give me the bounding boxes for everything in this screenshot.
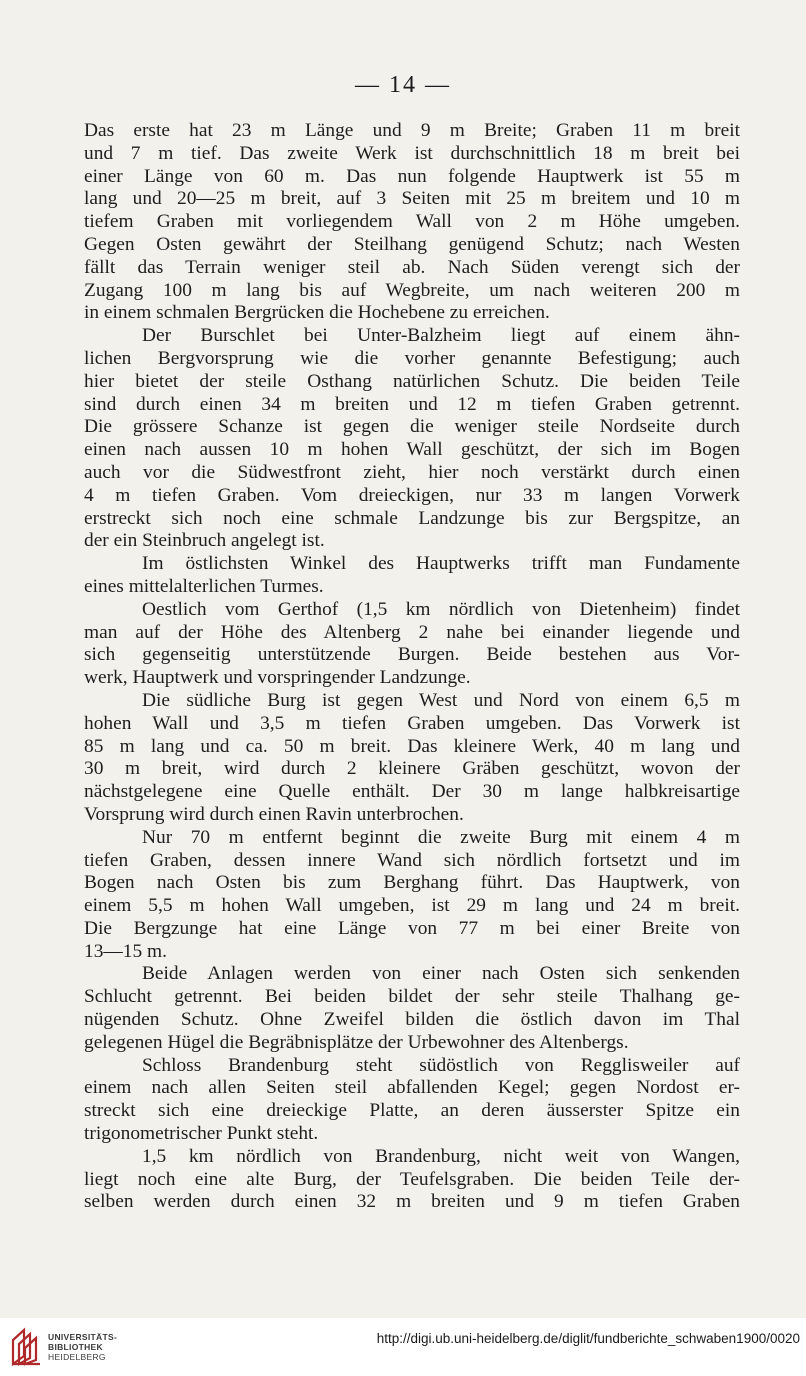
text-line: selben werden durch einen 32 m breiten und 9 m tiefen Graben: [84, 1191, 740, 1213]
text-line: liegt noch eine alte Burg, der Teufelsgraben. Die beiden Teile der-: [84, 1168, 740, 1190]
text-line: man auf der Höhe des Altenberg 2 nahe bei einander liegende und: [84, 621, 740, 643]
text-line: Zugang 100 m lang bis auf Wegbreite, um nach weiteren 200 m: [84, 279, 740, 301]
text-line: Die grössere Schanze ist gegen die weniger steile Nordseite durch: [84, 416, 740, 438]
text-line: streckt sich eine dreieckige Platte, an deren äusserster Spitze ein: [84, 1100, 740, 1122]
text-line: Bogen nach Osten bis zum Berghang führt. Das Hauptwerk, von: [84, 872, 740, 894]
text-line: der ein Steinbruch angelegt ist.: [84, 530, 325, 552]
text-line: Der Burschlet bei Unter-Balzheim liegt auf einem ähn-: [142, 325, 740, 347]
text-line: erstreckt sich noch eine schmale Landzunge bis zur Bergspitze, an: [84, 507, 740, 529]
text-line: trigonometrischer Punkt steht.: [84, 1123, 319, 1145]
text-line: 85 m lang und ca. 50 m breit. Das kleinere Werk, 40 m lang und: [84, 735, 740, 757]
library-name-line3: HEIDELBERG: [48, 1352, 106, 1362]
text-line: einer Länge von 60 m. Das nun folgende Hauptwerk ist 55 m: [84, 165, 740, 187]
text-line: sich gegenseitig unterstützende Burgen. Beide bestehen aus Vor-: [84, 644, 740, 666]
text-line: Das erste hat 23 m Länge und 9 m Breite; Graben 11 m breit: [84, 120, 740, 141]
text-line: werk, Hauptwerk und vorspringender Landzunge.: [84, 667, 471, 689]
text-line: lichen Bergvorsprung wie die vorher genannte Befestigung; auch: [84, 347, 740, 369]
text-line: 4 m tiefen Graben. Vom dreieckigen, nur 33 m langen Vorwerk: [84, 484, 740, 506]
text-line: Beide Anlagen werden von einer nach Osten sich senkenden: [142, 963, 740, 985]
text-line: nügenden Schutz. Ohne Zweifel bilden die östlich davon im Thal: [84, 1009, 740, 1031]
text-line: hohen Wall und 3,5 m tiefen Graben umgeben. Das Vorwerk ist: [84, 712, 740, 734]
source-url-link[interactable]: http://digi.ub.uni-heidelberg.de/diglit/fundberichte_schwaben1900/0020: [376, 1331, 800, 1346]
text-line: Die südliche Burg ist gegen West und Nord von einem 6,5 m: [142, 689, 740, 711]
text-line: einen nach aussen 10 m hohen Wall geschützt, der sich im Bogen: [84, 439, 740, 461]
text-line: 1,5 km nördlich von Brandenburg, nicht weit von Wangen,: [142, 1145, 740, 1167]
text-line: Die Bergzunge hat eine Länge von 77 m bei einer Breite von: [84, 917, 740, 939]
library-name-line1: UNIVERSITÄTS-: [48, 1332, 118, 1342]
text-line: einem nach allen Seiten steil abfallenden Kegel; gegen Nordost er-: [84, 1077, 740, 1099]
text-line: Nur 70 m entfernt beginnt die zweite Burg mit einem 4 m: [142, 826, 740, 848]
text-line: Schloss Brandenburg steht südöstlich von Regglisweiler auf: [142, 1054, 740, 1076]
text-line: lang und 20—25 m breit, auf 3 Seiten mit 25 m breitem und 10 m: [84, 188, 740, 210]
page-number: — 14 —: [355, 72, 451, 98]
text-line: Gegen Osten gewährt der Steilhang genügend Schutz; nach Westen: [84, 233, 740, 255]
library-name: [48, 1332, 117, 1362]
text-line: Schlucht getrennt. Bei beiden bildet der sehr steile Thalhang ge-: [84, 986, 740, 1008]
text-line: einem 5,5 m hohen Wall umgeben, ist 29 m lang und 24 m breit.: [84, 895, 740, 917]
body-text: [84, 120, 740, 1214]
text-line: Im östlichsten Winkel des Hauptwerks trifft man Fundamente: [142, 553, 740, 575]
text-line: fällt das Terrain weniger steil ab. Nach Süden verengt sich der: [84, 256, 740, 278]
text-line: gelegenen Hügel die Begräbnisplätze der Urbewohner des Altenbergs.: [84, 1031, 629, 1053]
heidelberg-library-logo-icon[interactable]: [10, 1326, 44, 1366]
text-line: nächstgelegene eine Quelle enthält. Der 30 m lange halbkreisartige: [84, 781, 740, 803]
text-line: und 7 m tief. Das zweite Werk ist durchschnittlich 18 m breit bei: [84, 142, 740, 164]
footer-bar: [0, 1318, 806, 1376]
text-line: eines mittelalterlichen Turmes.: [84, 575, 324, 597]
text-line: Oestlich vom Gerthof (1,5 km nördlich von Dietenheim) findet: [142, 598, 740, 620]
library-name-line2: BIBLIOTHEK: [48, 1342, 103, 1352]
text-line: Vorsprung wird durch einen Ravin unterbrochen.: [84, 803, 464, 825]
text-line: 30 m breit, wird durch 2 kleinere Gräben geschützt, wovon der: [84, 758, 740, 780]
text-line: sind durch einen 34 m breiten und 12 m tiefen Graben getrennt.: [84, 393, 740, 415]
text-line: auch vor die Südwestfront zieht, hier noch verstärkt durch einen: [84, 461, 740, 483]
text-line: hier bietet der steile Osthang natürlichen Schutz. Die beiden Teile: [84, 370, 740, 392]
text-line: tiefen Graben, dessen innere Wand sich nördlich fortsetzt und im: [84, 849, 740, 871]
text-line: in einem schmalen Bergrücken die Hochebene zu erreichen.: [84, 302, 550, 324]
text-line: 13—15 m.: [84, 940, 167, 962]
text-line: tiefem Graben mit vorliegendem Wall von 2 m Höhe umgeben.: [84, 211, 740, 233]
